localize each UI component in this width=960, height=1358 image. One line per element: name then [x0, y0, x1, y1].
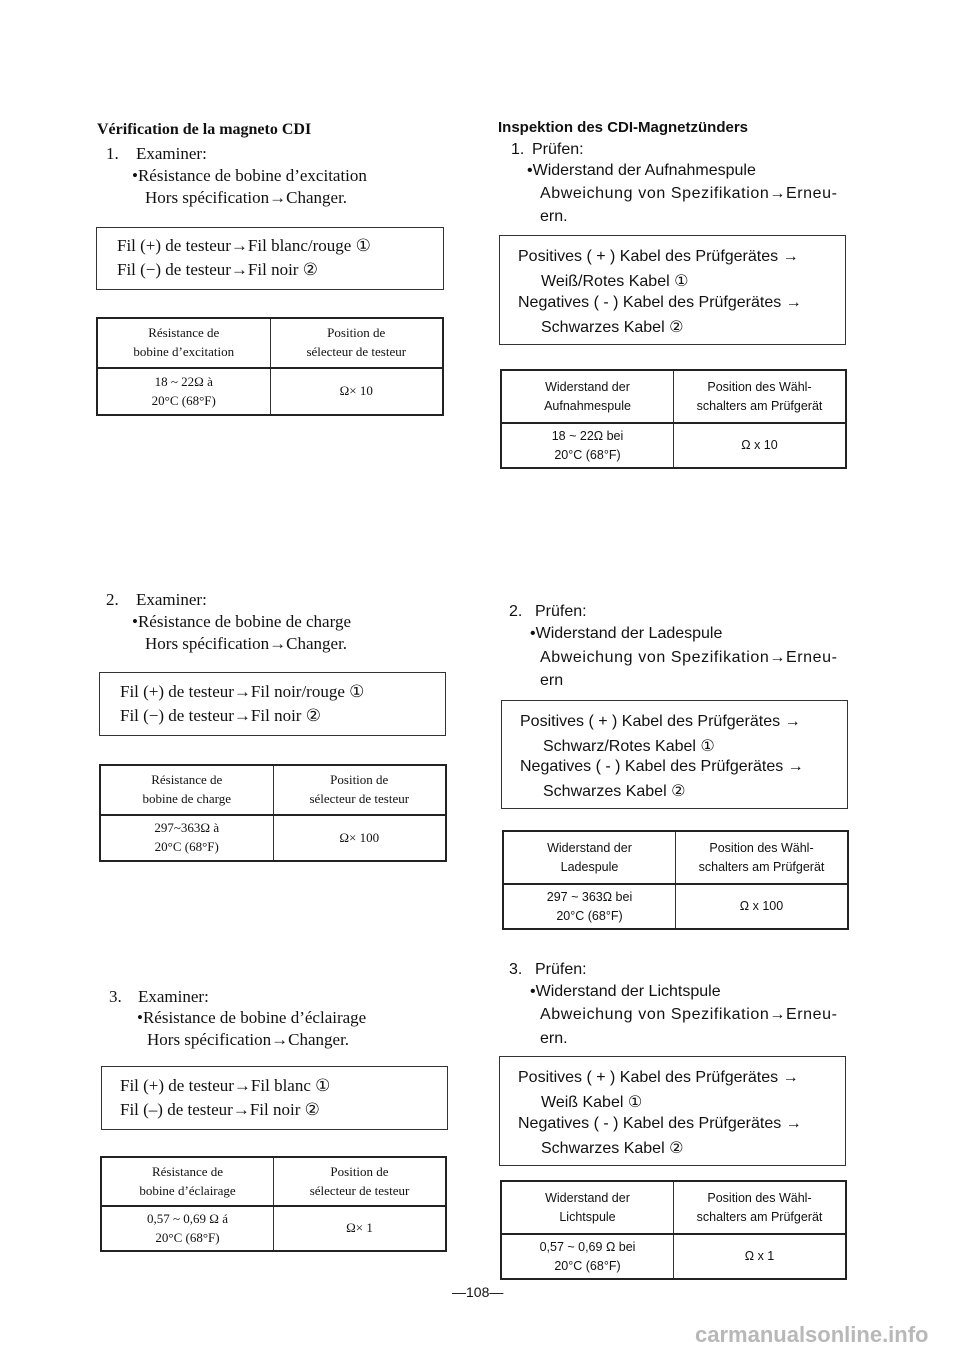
- fr-step1-value-resistance: 18 ~ 22Ω à 20°C (68°F): [97, 368, 270, 415]
- fr-step3-number: 3.: [109, 987, 122, 1006]
- de-step3-bullet: •Widerstand der Lichtspule: [530, 983, 721, 1000]
- fr-step1-spec-table: [96, 317, 444, 416]
- de-step3-lead-positive-color: Weiß Kabel ①: [541, 1094, 643, 1111]
- fr-step3-spec-table: [100, 1156, 447, 1252]
- de-step1-lead-box: [499, 235, 846, 345]
- de-step2-action: Prüfen:: [535, 603, 587, 620]
- fr-step2-lead-positive: Fil (+) de testeur→Fil noir/rouge ①: [120, 682, 365, 701]
- de-step1-lead-negative-color: Schwarzes Kabel ②: [541, 319, 684, 336]
- de-step1-header-position: Position des Wähl- schalters am Prüfgerät: [674, 370, 847, 423]
- de-step2-lead-negative-color: Schwarzes Kabel ②: [543, 783, 686, 800]
- de-step2-number: 2.: [509, 603, 523, 620]
- fr-step3-action: Examiner:: [138, 987, 209, 1006]
- de-step2-header-position: Position des Wähl- schalters am Prüfgerät: [676, 831, 849, 884]
- de-section-title: Inspektion des CDI-Magnetzünders: [498, 119, 749, 136]
- de-step1-header-resistance: Widerstand der Aufnahmespule: [501, 370, 674, 423]
- fr-step1-value-position: Ω× 10: [270, 368, 443, 415]
- de-step1-result-cont: ern.: [540, 208, 568, 225]
- de-step3-lead-positive: Positives ( + ) Kabel des Prüfgerätes →: [518, 1069, 799, 1086]
- de-step1-lead-negative: Negatives ( - ) Kabel des Prüfgerätes →: [518, 294, 802, 311]
- de-step3-value-position: Ω x 1: [674, 1234, 847, 1279]
- de-step2-header-resistance: Widerstand der Ladespule: [503, 831, 676, 884]
- de-step3-value-resistance: 0,57 ~ 0,69 Ω bei 20°C (68°F): [501, 1234, 674, 1279]
- de-step1-value-resistance: 18 ~ 22Ω bei 20°C (68°F): [501, 423, 674, 468]
- de-step3-header-resistance: Widerstand der Lichtspule: [501, 1181, 674, 1234]
- de-step1-lead-positive-color: Weiß/Rotes Kabel ①: [541, 273, 689, 290]
- fr-step3-lead-box: [101, 1066, 448, 1130]
- de-step2-bullet: •Widerstand der Ladespule: [530, 625, 723, 642]
- de-step3-lead-box: [499, 1056, 846, 1166]
- fr-step1-lead-negative: Fil (−) de testeur→Fil noir ②: [117, 260, 318, 279]
- de-step1-value-position: Ω x 10: [674, 423, 847, 468]
- fr-section-title: Vérification de la magneto CDI: [97, 121, 312, 138]
- fr-step2-spec-table: [99, 764, 447, 862]
- fr-step2-number: 2.: [106, 590, 119, 609]
- fr-step3-lead-positive: Fil (+) de testeur→Fil blanc ①: [120, 1076, 331, 1095]
- fr-step1-result: Hors spécification→Changer.: [145, 188, 348, 207]
- fr-step1-number: 1.: [106, 144, 119, 163]
- de-step1-action: Prüfen:: [532, 141, 584, 158]
- fr-step2-lead-box: [99, 672, 446, 736]
- de-step3-lead-negative-color: Schwarzes Kabel ②: [541, 1140, 684, 1157]
- de-step2-result-cont: ern: [540, 672, 564, 689]
- de-step1-number: 1.: [511, 141, 525, 158]
- de-step2-result: Abweichung von Spezifikation→Erneu-: [540, 649, 838, 666]
- watermark: carmanualsonline.info: [695, 1322, 929, 1347]
- de-step1-lead-positive: Positives ( + ) Kabel des Prüfgerätes →: [518, 248, 799, 265]
- fr-step1-header-position: Position de sélecteur de testeur: [270, 318, 443, 368]
- fr-step3-header-resistance: Résistance de bobine d’éclairage: [101, 1157, 274, 1206]
- de-step2-lead-box: [501, 700, 848, 809]
- de-step2-value-position: Ω x 100: [676, 884, 849, 929]
- fr-step2-header-resistance: Résistance de bobine de charge: [100, 765, 273, 815]
- fr-step3-bullet: •Résistance de bobine d’éclairage: [137, 1008, 367, 1027]
- fr-step2-value-position: Ω× 100: [273, 815, 446, 861]
- de-step3-lead-negative: Negatives ( - ) Kabel des Prüfgerätes →: [518, 1115, 802, 1132]
- fr-step2-value-resistance: 297~363Ω à 20°C (68°F): [100, 815, 273, 861]
- de-step1-result: Abweichung von Spezifikation→Erneu-: [540, 185, 838, 202]
- de-step3-action: Prüfen:: [535, 961, 587, 978]
- fr-step1-lead-box: [96, 227, 444, 290]
- de-step3-number: 3.: [509, 961, 523, 978]
- fr-step2-bullet: •Résistance de bobine de charge: [132, 612, 351, 631]
- de-step2-value-resistance: 297 ~ 363Ω bei 20°C (68°F): [503, 884, 676, 929]
- fr-step2-header-position: Position de sélecteur de testeur: [273, 765, 446, 815]
- de-step2-lead-negative: Negatives ( - ) Kabel des Prüfgerätes →: [520, 758, 804, 775]
- de-step3-spec-table: [500, 1180, 847, 1280]
- fr-step3-result: Hors spécification→Changer.: [147, 1030, 350, 1049]
- page-number: —108—: [452, 1284, 504, 1300]
- fr-step1-bullet: •Résistance de bobine d’excitation: [132, 166, 367, 185]
- fr-step3-header-position: Position de sélecteur de testeur: [274, 1157, 447, 1206]
- fr-step3-lead-negative: Fil (–) de testeur→Fil noir ②: [120, 1100, 320, 1119]
- fr-step2-lead-negative: Fil (−) de testeur→Fil noir ②: [120, 706, 321, 725]
- fr-step2-action: Examiner:: [136, 590, 207, 609]
- de-step3-header-position: Position des Wähl- schalters am Prüfgerät: [674, 1181, 847, 1234]
- fr-step1-header-resistance: Résistance de bobine d’excitation: [97, 318, 270, 368]
- fr-step1-lead-positive: Fil (+) de testeur→Fil blanc/rouge ①: [117, 236, 371, 255]
- fr-step3-value-resistance: 0,57 ~ 0,69 Ω á 20°C (68°F): [101, 1206, 274, 1251]
- fr-step2-result: Hors spécification→Changer.: [145, 634, 348, 653]
- de-step2-spec-table: [502, 830, 849, 930]
- de-step3-result: Abweichung von Spezifikation→Erneu-: [540, 1006, 838, 1023]
- de-step2-lead-positive-color: Schwarz/Rotes Kabel ①: [543, 738, 715, 755]
- de-step1-spec-table: [500, 369, 847, 469]
- de-step2-lead-positive: Positives ( + ) Kabel des Prüfgerätes →: [520, 713, 801, 730]
- de-step1-bullet: •Widerstand der Aufnahmespule: [527, 162, 756, 179]
- de-step3-result-cont: ern.: [540, 1030, 568, 1047]
- fr-step1-action: Examiner:: [136, 144, 207, 163]
- fr-step3-value-position: Ω× 1: [274, 1206, 447, 1251]
